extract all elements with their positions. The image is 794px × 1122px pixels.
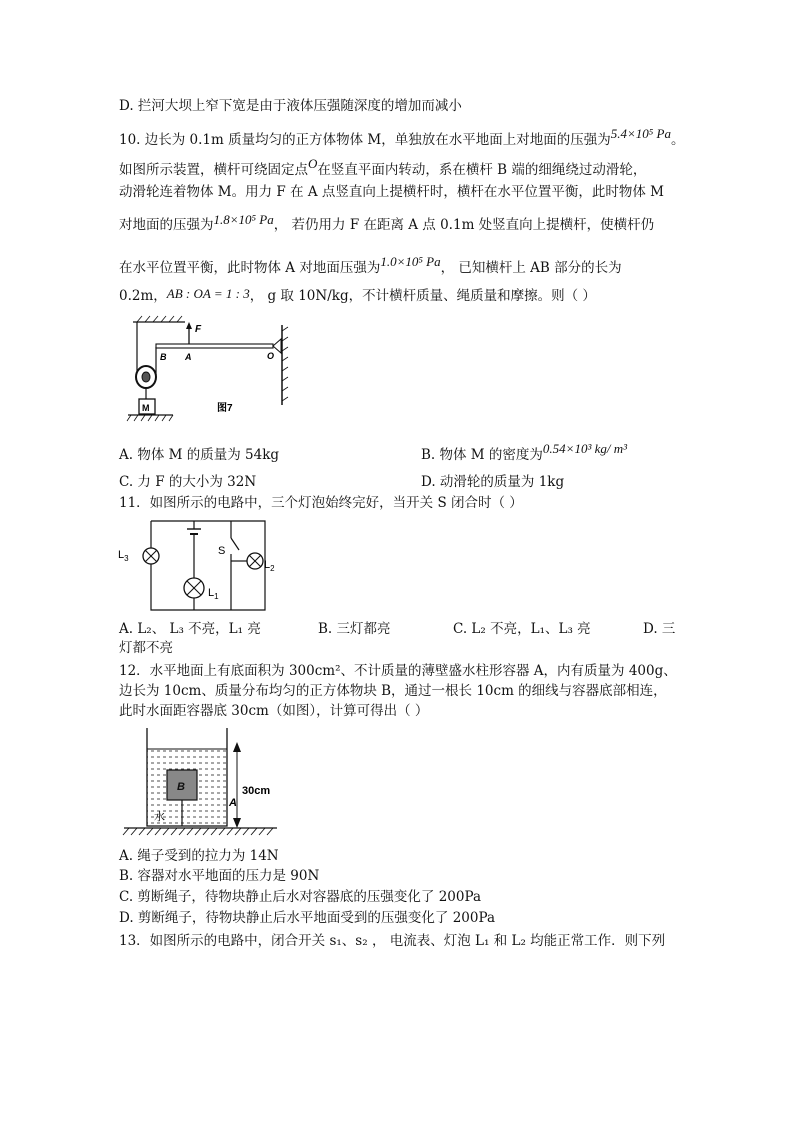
q10-line-4: 对地面的压强为1.8×10⁵ Pa， 若仍用力 F 在距离 A 点 0.1m 处竖直向上提横杆，使横杆仍 [119, 212, 655, 233]
q10-option-b: B. 物体 M 的密度为0.54×10³ kg/ m³ [421, 441, 628, 463]
q11-option-c: C. L₂ 不亮，L₁、L₃ 亮 [453, 621, 591, 637]
pulley-axle [142, 372, 150, 382]
q11-option-d: D. 三 [643, 621, 676, 637]
q10-line-3: 动滑轮连着物体 M。用力 F 在 A 点竖直向上提横杆时，横杆在水平位置平衡，此时物体 M [119, 184, 665, 200]
q10-line-2: 如图所示装置，横杆可绕固定点O在竖直平面内转动，系在横杆 B 端的细绳绕过动滑轮， [119, 156, 647, 178]
force-arrow-head [186, 322, 192, 329]
label-l2: $L_2$ [264, 559, 275, 573]
label-height: 30cm [242, 785, 271, 797]
wall-hatching [282, 327, 288, 401]
label-b: B [177, 781, 185, 793]
q12-line-2: 边长为 10cm、质量分布均匀的正方体物块 B，通过一根长 10cm 的细线与容器底部相连， [119, 683, 667, 699]
q11-option-d-cont: 灯都不亮 [119, 640, 173, 656]
q10-formula-o: O [308, 156, 318, 171]
q12-option-c: C. 剪断绳子，待物块静止后水对容器底的压强变化了 200Pa [119, 889, 482, 905]
label-o: O [267, 351, 275, 361]
q13-line-1: 13．如图所示的电路中，闭合开关 s₁、s₂ ， 电流表、灯泡 L₁ 和 L₂ 均能正常工作．则下列 [119, 933, 666, 949]
label-f: F [195, 324, 202, 335]
q12-line-3: 此时水面距容器底 30cm（如图），计算可得出（ ） [119, 703, 429, 719]
q10-formula-ratio: AB : OA = 1 : 3 [166, 286, 250, 301]
q10-option-d: D. 动滑轮的质量为 1kg [421, 474, 565, 490]
lever-bar [156, 344, 273, 348]
label-l1: $L_1$ [208, 587, 219, 601]
q10-line-6: 0.2m，AB : OA = 1 : 3， g 取 10N/kg，不计横杆质量、绳质量和摩擦。则（ ） [119, 286, 596, 304]
q10-formula-pressure-2: 1.8×10⁵ Pa [213, 212, 274, 227]
q12-option-b: B. 容器对水平地面的压力是 90N [119, 868, 320, 884]
label-b: B [160, 352, 167, 362]
q9-option-d: D. 拦河大坝上窄下宽是由于液体压强随深度的增加而减小 [119, 98, 462, 114]
switch-s [231, 538, 239, 550]
label-l3: $L_3$ [118, 549, 129, 563]
q11-option-a: A. L₂、 L₃ 不亮，L₁ 亮 [119, 621, 261, 637]
q11-stem: 11．如图所示的电路中，三个灯泡始终完好，当开关 S 闭合时（ ） [119, 495, 523, 511]
q12-line-1: 12．水平地面上有底面积为 300cm²、不计质量的薄壁盛水柱形容器 A，内有质量为 400g、 [119, 663, 677, 679]
container-figure-q12 [121, 724, 281, 842]
q10-line-1: 10. 边长为 0.1m 质量均匀的正方体物体 M，单独放在水平地面上对地面的压强为5.4×10⁵ Pa。 [119, 126, 685, 148]
q10-option-a: A. 物体 M 的质量为 54kg [119, 447, 280, 463]
pivot [273, 339, 281, 353]
figure-7-caption: 图7 [217, 403, 233, 414]
q11-option-b: B. 三灯都亮 [318, 621, 391, 637]
ground-hatching [127, 415, 173, 421]
q10-formula-pressure-1: 5.4×10⁵ Pa [610, 126, 671, 141]
label-a: A [229, 797, 237, 809]
lever-pulley-figure [125, 315, 295, 425]
label-water: 水 [154, 811, 165, 823]
label-a: A [185, 352, 192, 362]
ceiling-hatching [137, 316, 182, 322]
q10-option-c: C. 力 F 的大小为 32N [119, 474, 257, 490]
q12-option-a: A. 绳子受到的拉力为 14N [119, 848, 279, 864]
ground-hatching [123, 828, 273, 835]
circuit-figure-q11 [115, 514, 275, 616]
q10-formula-pressure-3: 1.0×10⁵ Pa [380, 254, 441, 269]
label-s: S [218, 545, 226, 557]
q12-option-d: D. 剪断绳子，待物块静止后水平地面受到的压强变化了 200Pa [119, 910, 496, 926]
label-m: M [142, 403, 150, 413]
q10-line-5: 在水平位置平衡，此时物体 A 对地面压强为1.0×10⁵ Pa， 已知横杆上 AB 部分的长为 [119, 254, 622, 276]
q10-formula-density: 0.54×10³ kg/ m³ [542, 441, 628, 456]
